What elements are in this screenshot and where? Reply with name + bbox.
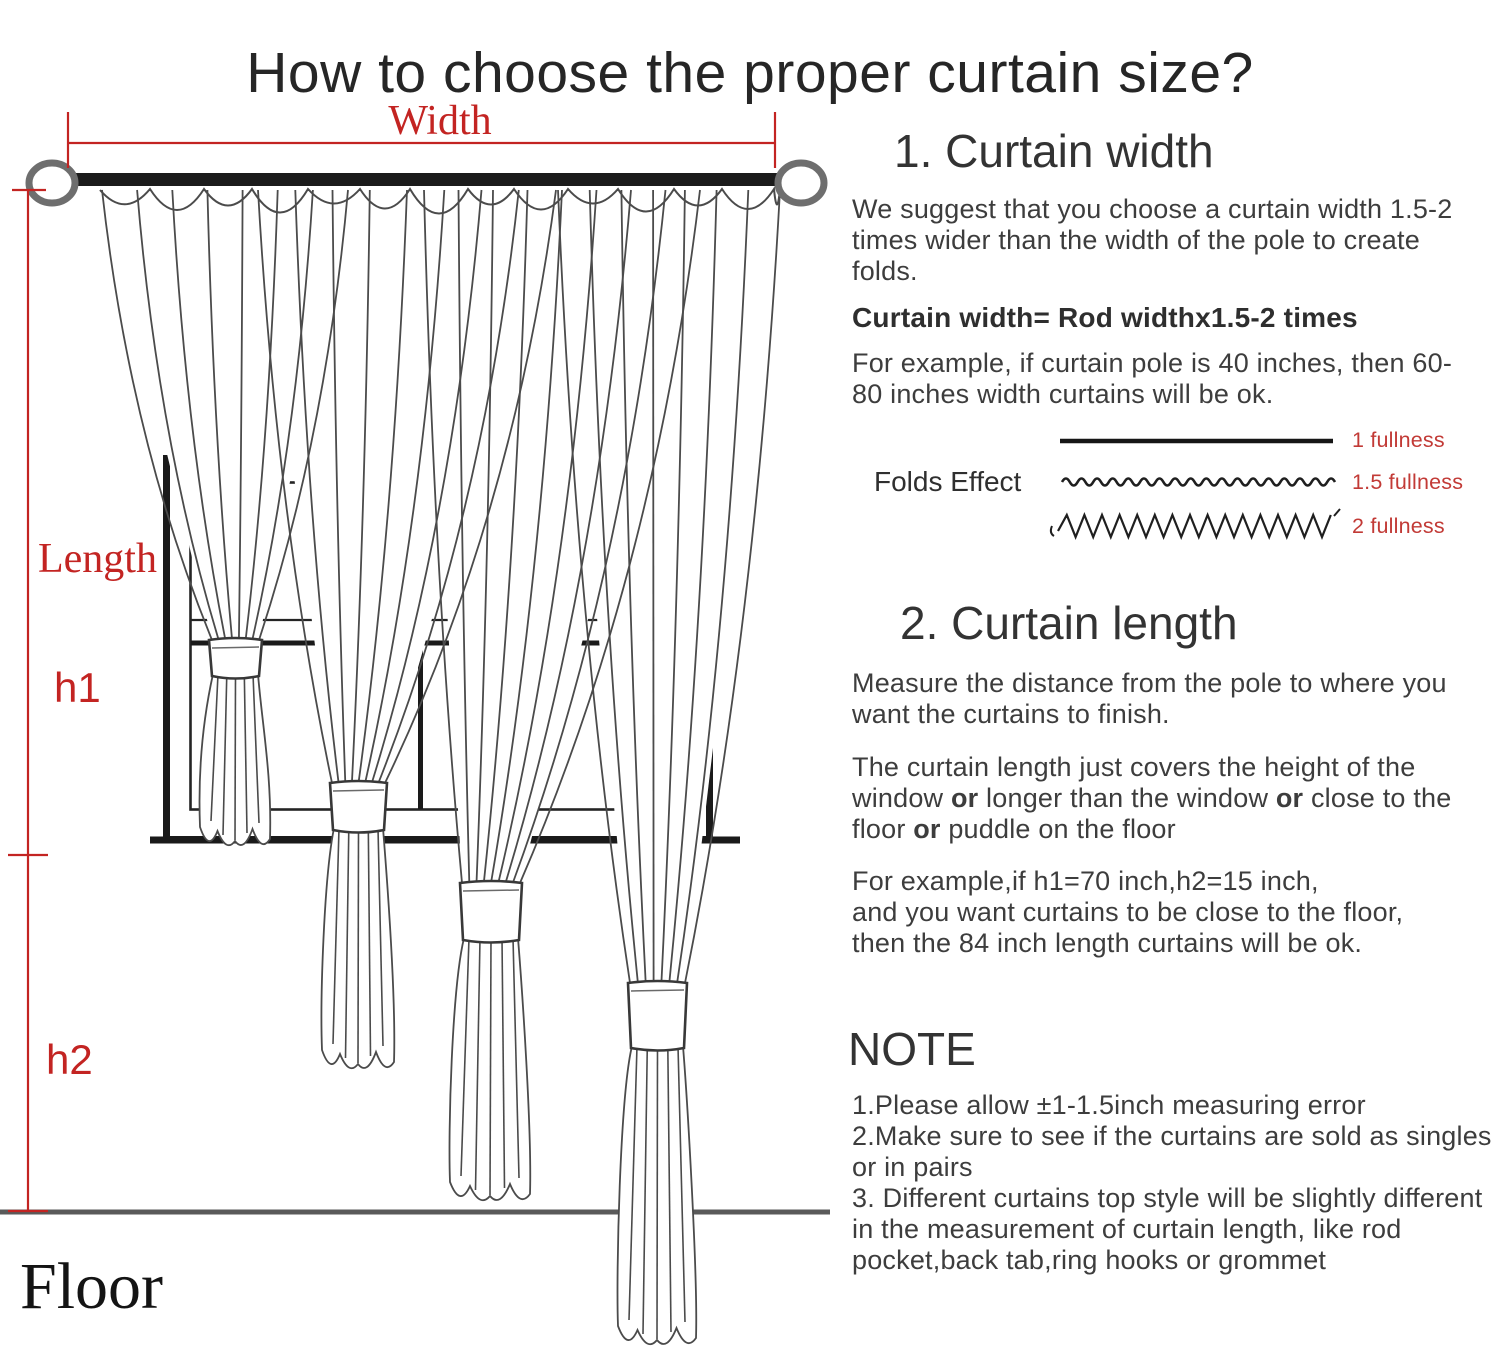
section-1-paragraph: We suggest that you choose a curtain width 1.5-2 times wider than the width of the pole to create folds. (852, 194, 1453, 286)
fullness-2-line (1058, 515, 1331, 537)
fullness-1-5-label: 1.5 fullness (1352, 470, 1464, 494)
fullness-2-label: 2 fullness (1352, 514, 1445, 538)
floor-label: Floor (20, 1250, 164, 1323)
note-heading: NOTE (848, 1023, 976, 1075)
fullness-1-label: 1 fullness (1352, 428, 1445, 452)
h2-label: h2 (46, 1036, 93, 1083)
length-label: Length (38, 536, 157, 582)
curtain-width-formula: Curtain width= Rod widthx1.5-2 times (852, 302, 1358, 333)
width-label: Width (388, 98, 492, 144)
note-list (852, 1090, 1500, 1276)
bold-or: or (950, 783, 979, 813)
tie-band-lip (212, 647, 259, 648)
h1-label: h1 (54, 664, 101, 711)
section-2-example (852, 866, 1403, 959)
tie-band-lip (631, 990, 684, 991)
folds-effect-label: Folds Effect (874, 466, 1022, 497)
text-run: puddle on the floor (940, 814, 1176, 844)
note-item-3: 3. Different curtains top style will be slightly different in the measurement of curtain length, like rod pocket,back tab,ring hooks or grommet (852, 1183, 1483, 1275)
page-title: How to choose the proper curtain size? (246, 41, 1254, 106)
section-1-heading: 1. Curtain width (894, 125, 1214, 177)
note-item-1: 1.Please allow ±1-1.5inch measuring error (852, 1090, 1366, 1120)
text-run: close to the floor (852, 783, 1452, 844)
tie-band-lip (463, 890, 519, 891)
example-line: For example,if h1=70 inch,h2=15 inch, (852, 866, 1319, 896)
section-2-paragraph-1: Measure the distance from the pole to where you want the curtains to finish. (852, 668, 1447, 729)
folds-effect-lines (1040, 414, 1350, 564)
fullness-1-5-line (1062, 479, 1335, 486)
rod-ring-left (29, 163, 75, 203)
note-item-2: 2.Make sure to see if the curtains are sold as singles or in pairs (852, 1121, 1492, 1182)
section-2-paragraph-2 (852, 752, 1474, 845)
rod-ring-right (778, 163, 824, 203)
text-run: The curtain length just covers the height of the window (852, 752, 1416, 813)
section-1-example: For example, if curtain pole is 40 inches, then 60-80 inches width curtains will be ok. (852, 348, 1453, 409)
curtain-drawing (100, 185, 780, 1344)
example-line: then the 84 inch length curtains will be ok. (852, 928, 1363, 958)
bold-or: or (1275, 783, 1304, 813)
section-2-heading: 2. Curtain length (900, 597, 1238, 649)
curtain-tie-band (209, 638, 262, 679)
text-run: longer than the window (978, 783, 1276, 813)
bold-or: or (913, 814, 941, 844)
tie-band-lip (333, 790, 384, 791)
example-line: and you want curtains to be close to the floor, (852, 897, 1404, 927)
curtain-tie-band (330, 781, 387, 833)
